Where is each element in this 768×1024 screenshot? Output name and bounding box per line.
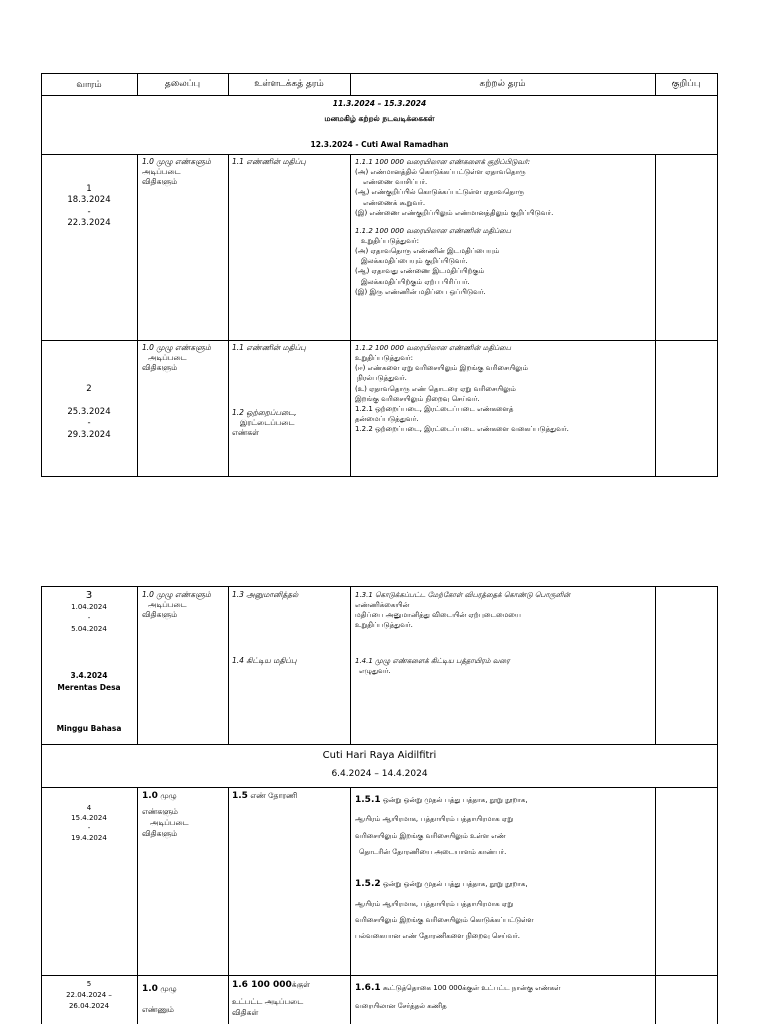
table-border	[137, 154, 138, 477]
topic-line: 1.0 முழு எண்களும்	[142, 343, 211, 352]
learning-line: உறுதிப்படுத்துவர்.	[355, 621, 413, 630]
week-start-date: 1.04.2024	[71, 603, 107, 611]
topic-number: 1.0	[142, 984, 158, 994]
content-number: 1.5	[232, 791, 248, 801]
learning-line: வரையிலான சேர்த்தல் கணித	[355, 1001, 447, 1010]
learning-line: ஆயிரம் ஆயிரமாக, பத்தாயிரம் பத்தாயிரமாக ஏறு	[355, 815, 514, 824]
learning-line: உறுதிப்படுத்துவர்:	[355, 354, 413, 363]
week-number: 2	[86, 384, 92, 394]
learning-line: எழுதுவர்.	[359, 667, 391, 676]
table-border	[350, 586, 351, 745]
table-border	[41, 73, 718, 74]
learning-line: 1.2.2 ஒற்றைப்படை, இரட்டைப்படை எண்களை வகைப்படுத்துவர்.	[355, 425, 569, 434]
content-standard: 1.1 எண்ணின் மதிப்பு	[232, 157, 306, 166]
topic-cell	[142, 343, 228, 373]
event-date: 3.4.2024	[70, 671, 108, 680]
week-start-date: 22.04.2024 –	[66, 990, 112, 999]
table-border	[350, 154, 351, 477]
topic-line: விதிகளும்	[142, 610, 178, 620]
content-line: க்குள்	[291, 980, 310, 989]
table-border	[137, 787, 138, 1024]
week-cell	[41, 184, 137, 230]
topic-line: அடிப்படை	[150, 817, 189, 827]
topic-cell	[142, 157, 228, 187]
week-end-date: 5.04.2024	[71, 625, 107, 634]
week-cell	[41, 589, 137, 636]
content-standard: 1.1 எண்ணின் மதிப்பு	[232, 343, 306, 352]
holiday-dates: 6.4.2024 – 14.4.2024	[331, 769, 428, 779]
learning-line: எண்ணைக் கூறுவர்.	[363, 198, 426, 207]
learning-standard-cell	[355, 343, 655, 434]
learning-line: ஆயிரம் ஆயிரமாக, பத்தாயிரம் பத்தாயிரமாக ஏறு	[355, 899, 514, 908]
learning-line: ஒன்று ஒன்று முதல் பத்து பத்தாக, நூறு நூறாக,	[382, 796, 528, 804]
event-extra: Minggu Bahasa	[56, 724, 122, 733]
week-cell	[41, 384, 137, 395]
week-end-date: 29.3.2024	[67, 429, 111, 440]
learning-line: (உ) ஏதாவதொரு எண் தொடரை ஏறு வரிசையிலும்	[355, 384, 516, 393]
week-end-date: 26.04.2024	[68, 1001, 110, 1010]
header-week: வாரம்	[76, 80, 102, 90]
learning-number: 1.5.2	[355, 879, 381, 890]
table-border	[228, 787, 229, 1024]
content-standard: 1.3 அனுமானித்தல்	[232, 590, 299, 599]
learning-number: 1.5.1	[355, 795, 381, 805]
table-border	[655, 787, 656, 1024]
learning-line: வரிசையிலும் இறங்கு வரிசையிலும் உள்ள எண்	[355, 831, 506, 840]
learning-line: எண்ணை வாசிப்பர்.	[363, 178, 428, 187]
table-border	[655, 154, 656, 477]
learning-line: 1.4.1 முழு எண்களைக் கிட்டிய பத்தாயிரம் வரை	[355, 657, 510, 665]
topic-cell	[142, 979, 228, 1019]
content-line: உட்பட்ட அடிப்படை	[232, 996, 304, 1006]
header-notes: குறிப்பு	[671, 79, 701, 89]
week-dash: -	[87, 418, 91, 429]
learning-line: (அ) எண்மானத்தில் கொடுக்கப்பட்டுள்ள ஏதாவதொரு	[355, 168, 526, 177]
topic-line: எண்களும்	[142, 807, 178, 817]
content-number: 1.6 100 000	[232, 980, 292, 990]
table-border	[41, 787, 718, 788]
week-dash: -	[87, 824, 91, 833]
learning-line: 1.1.2 100 000 வரையிலான எண்ணின் மதிப்பை	[355, 226, 512, 235]
content-line: விதிகள்	[232, 1007, 259, 1017]
week-cell	[41, 803, 137, 844]
learning-line: வரிசையிலும் இறங்கு வரிசையிலும் கொடுக்கப்பட்டுள்ள	[355, 916, 534, 925]
topic-line: அடிப்படை	[148, 600, 187, 610]
topic-line: விதிகளும்	[142, 177, 178, 187]
week-number: 3	[85, 590, 93, 601]
week-start-date: 25.3.2024	[67, 407, 111, 417]
learning-line: (ஆ) எண்குறிப்பில் கொடுக்கப்பட்டுள்ள ஏதாவதொரு	[355, 188, 525, 197]
week-number: 5	[86, 980, 92, 988]
learning-line: எண்ணிக்கையின்	[355, 601, 410, 610]
week-number: 4	[86, 804, 92, 812]
learning-line: தொடரின் தோரணியை அடையாளம் காண்பர்.	[359, 848, 507, 857]
table-border	[350, 787, 351, 1024]
content-line: 1.2 ஒற்றைப்படை,	[232, 408, 297, 417]
learning-standard-cell	[355, 656, 655, 676]
learning-line: கூட்டுத்தொகை 100 000க்குள் உட்பட்ட நான்கு எண்கள்	[382, 984, 561, 992]
learning-line: (இ) இரு எண்ணின் மதிப்பை ஒப்பிடுவர்.	[355, 287, 486, 296]
content-line: இரட்டைப்படை	[240, 418, 295, 428]
week-dates	[41, 407, 137, 441]
event-cell	[41, 670, 137, 694]
week-end-date: 22.3.2024	[67, 218, 111, 229]
table-border	[228, 154, 229, 477]
table-border	[137, 586, 138, 745]
content-label: எண் தோரணி	[250, 791, 298, 800]
content-standard	[232, 979, 350, 1018]
header-content-standard: உள்ளடக்கத் தரம்	[254, 79, 324, 89]
table-border	[41, 744, 718, 745]
week-start-date: 15.4.2024	[71, 814, 107, 823]
learning-standard-cell	[355, 979, 655, 1014]
learning-standard-cell	[355, 790, 655, 945]
learning-line: இறங்கு வரிசையிலும் நிறைவு செய்வர்.	[355, 394, 480, 403]
learning-line: ஒன்று ஒன்று முதல் பத்து பத்தாக, நூறு நூறாக,	[382, 880, 528, 889]
content-standard	[232, 790, 350, 802]
table-border	[41, 476, 718, 477]
week-start-date: 18.3.2024	[67, 195, 111, 206]
topic-line: 1.0 முழு எண்களும்	[142, 590, 211, 599]
learning-standard-cell	[355, 157, 655, 297]
week-end-date: 19.4.2024	[71, 834, 107, 843]
table-border	[41, 340, 718, 341]
banner-dates: 11.3.2024 – 15.3.2024	[332, 99, 427, 108]
learning-line: பல்வகையான எண் தோரணிகளை நிறைவு செய்வர்.	[355, 932, 520, 941]
learning-line: 1.1.2 100 000 வரையிலான எண்ணின் மதிப்பை	[355, 344, 512, 352]
learning-line: உறுதிப்படுத்துவர்:	[361, 236, 419, 245]
topic-cell	[142, 790, 228, 840]
topic-line: விதிகளும்	[142, 363, 178, 373]
learning-line: 1.2.1 ஒற்றைப்படை, இரட்டைப்படை எண்களைத்	[355, 404, 514, 413]
topic-line: எண்ணும்	[142, 1004, 174, 1014]
week-cell	[41, 979, 137, 1012]
table-border	[41, 95, 718, 96]
event-name: Merentas Desa	[57, 683, 121, 692]
learning-line: (அ) ஏதாவதொரு எண்ணின் இடமதிப்பையும்	[355, 247, 500, 256]
topic-cell	[142, 590, 228, 620]
content-line: எண்கள்	[232, 428, 259, 438]
holiday-name: Cuti Hari Raya Aidilfitri	[322, 750, 437, 761]
learning-line: மதிப்பை அனுமானித்து விடையின் ஏற்புடைமையை	[355, 611, 521, 620]
learning-line: இலக்கமதிப்பையும் குறிப்பிடுவர்.	[361, 257, 468, 266]
header-learning-standard: கற்றல் தரம்	[479, 79, 526, 89]
content-standard	[232, 408, 350, 438]
header-topic: தலைப்பு	[164, 79, 201, 89]
table-border	[41, 975, 718, 976]
learning-line: நிரல்படுத்துவர்.	[357, 374, 407, 383]
topic-line: 1.0 முழு எண்களும்	[142, 157, 211, 166]
learning-line: 1.1.1 100 000 வரையிலான எண்களைக் குறிப்பிடுவர்:	[355, 158, 531, 166]
table-border	[717, 586, 718, 1024]
learning-line: 1.3.1 கொடுக்கப்பட்ட மேற்கோள் விபரத்தைக் கொண்டு பொருளின்	[355, 591, 571, 599]
week-dash: -	[87, 614, 91, 623]
topic-line: அடிப்படை	[142, 167, 181, 177]
table-border	[717, 73, 718, 477]
learning-standard-cell	[355, 590, 655, 631]
table-border	[41, 154, 718, 155]
learning-number: 1.6.1	[355, 983, 381, 993]
learning-line: இலக்கமதிப்பிற்கும் ஏற்ப பிரிப்பர்.	[361, 277, 470, 286]
week-dash: -	[87, 206, 91, 217]
banner-activity: மனமகிழ் கற்றல் நடவடிக்கைகள்	[324, 114, 435, 123]
topic-line: விதிகளும்	[142, 828, 178, 838]
table-border	[228, 586, 229, 745]
banner-holiday: 12.3.2024 - Cuti Awal Ramadhan	[310, 140, 449, 149]
learning-line: (இ) எண்ணை எண்குறிப்பிலும் எண்மானத்திலும் குறிப்பிடுவர்.	[355, 208, 554, 217]
topic-line: முழு	[160, 984, 177, 993]
table-border	[655, 586, 656, 745]
content-standard: 1.4 கிட்டிய மதிப்பு	[232, 656, 297, 665]
week-number: 1	[86, 184, 92, 194]
topic-number: 1.0	[142, 791, 158, 801]
topic-line: முழு	[160, 791, 177, 800]
learning-line: (ஆ) ஏதாவது எண்ணை இடமதிப்பிற்கும்	[355, 267, 485, 276]
topic-line: அடிப்படை	[148, 353, 187, 363]
table-border	[41, 586, 718, 587]
learning-line: (ஈ) எண்களை ஏறு வரிசையிலும் இறங்கு வரிசையிலும்	[355, 364, 529, 373]
learning-line: தன்மைப்படுத்துவர்.	[355, 414, 419, 423]
